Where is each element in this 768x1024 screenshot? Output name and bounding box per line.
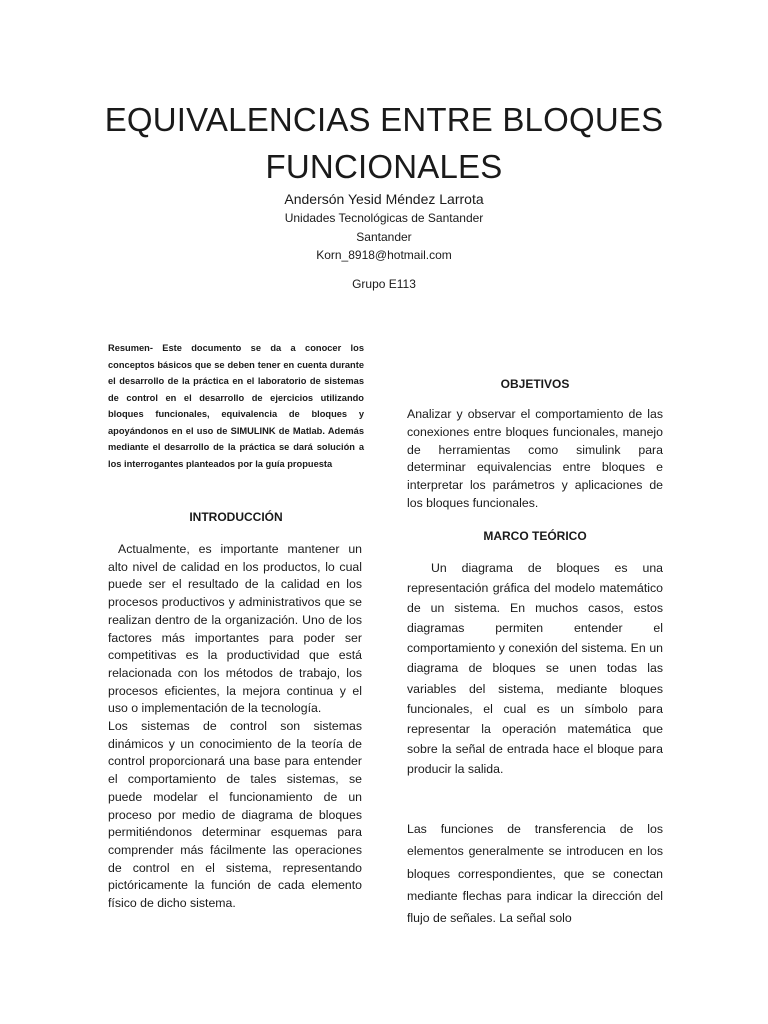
author-affiliation-block [184,209,584,265]
affiliation: Unidades Tecnológicas de Santander [284,211,484,225]
introduction-heading: INTRODUCCIÓN [189,510,283,524]
theory-paragraph-1: Un diagrama de bloques es una representación gráfica del modelo matemático de un sistema. En muchos casos, estos diagramas permiten entender el comportamiento y conexión del sistema. En un diagrama de bloques se unen todas las variables del sistema, mediante bloques funcionales, el cual es un símbolo para representar la operación matemática que sobre la señal de entrada hace el bloque para producir la salida. [407,561,663,776]
city: Santander [356,229,412,244]
group-label: Grupo E113 [352,277,416,291]
author-name: Andersón Yesid Méndez Larrota [284,191,484,207]
title-line-1: EQUIVALENCIAS ENTRE BLOQUES [104,101,664,138]
email: Korn_8918@hotmail.com [316,248,452,262]
introduction-paragraph-2: Los sistemas de control son sistemas dinámicos y un conocimiento de la teoría de control proporcionará una base para entender el comportamiento de tales sistemas, se puede modelar el funcionamiento de un proceso por medio de diagrama de bloques permitiéndonos determinar esquemas para comprender más fácilmente las operaciones de control en el sistema, representando pictóricamente la función de cada elemento físico de dicho sistema. [108,719,362,911]
theory-paragraph-2: Las funciones de transferencia de los elementos generalmente se introducen en los bloques correspondientes, que se conectan mediante flechas para indicar la dirección del flujo de señales. La señal solo [407,822,663,926]
abstract [108,340,364,472]
objectives-text: Analizar y observar el comportamiento de las conexiones entre bloques funcionales, manejo de herramientas como simulink para determinar equivalencias entre bloques e interpretar los parámetros y aplicaciones de los bloques funcionales. [407,407,663,510]
abstract-text: Resumen- Este documento se da a conocer los conceptos básicos que se deben tener en cuenta durante el desarrollo de la práctica en el laboratorio de sistemas de control en el desarrollo de ejercicios utilizando bloques funcionales, equivalencia de bloques y apoyándonos en el uso de SIMULINK de Matlab. Además mediante el desarrollo de la práctica se dará solución a los interrogantes planteados por la guía propuesta [108,343,364,469]
paper-title [84,96,684,190]
title-line-2: FUNCIONALES [265,148,503,185]
theory-heading: MARCO TEÓRICO [483,529,587,543]
objectives-heading: OBJETIVOS [500,377,570,391]
introduction-body [108,541,362,913]
introduction-paragraph-1: Actualmente, es importante mantener un alto nivel de calidad en los productos, lo cual puede ser el resultado de la calidad en los procesos productivos y administrativos que se realizan dentro de la organización. Uno de los factores más importantes para poder ser competitivas es la productividad que está relacionada con los métodos de trabajo, los procesos eficientes, la mejora continua y el uso o implementación de la tecnología. [108,542,362,716]
